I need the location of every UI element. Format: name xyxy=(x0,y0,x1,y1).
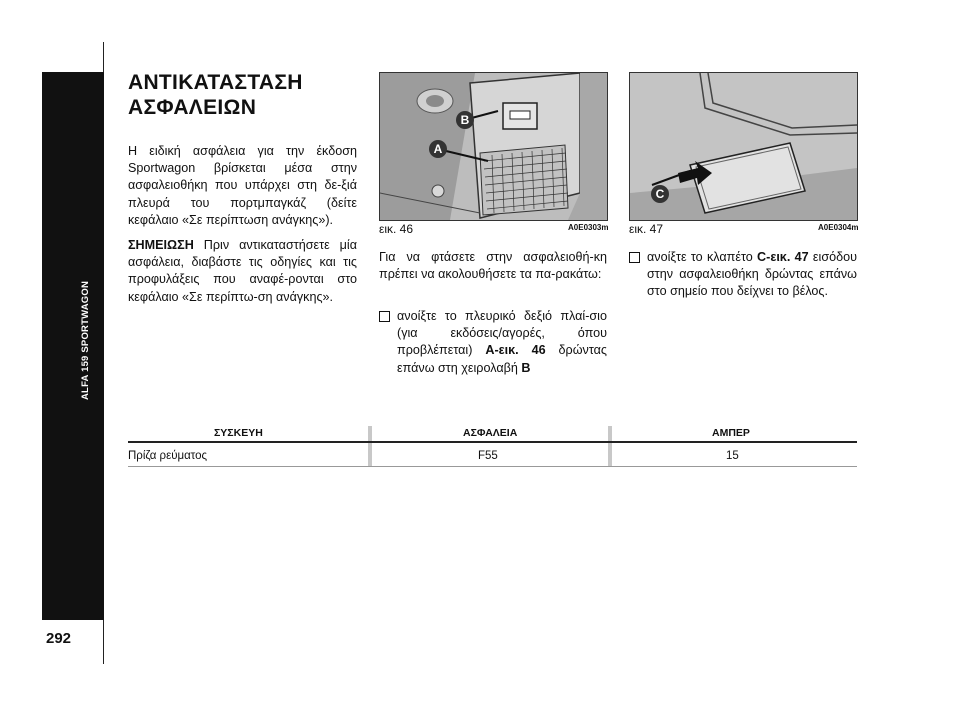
figure-46-caption: εικ. 46 xyxy=(379,222,414,236)
table-cell-fuse: F55 xyxy=(478,450,498,462)
table-cell-device: Πρίζα ρεύματος xyxy=(128,450,208,462)
checkbox-bullet-icon xyxy=(379,311,390,322)
intro-paragraph: Η ειδική ασφάλεια για την έκδοση Sportwagon βρίσκεται μέσα στην ασφαλειοθήκη που υπάρχει στη δε-ξιά πλευρά του πορτμπαγκάζ (δείτε κεφάλαιο «Σε περίπτωση ανάγκης»). xyxy=(128,144,357,227)
table-header-rule xyxy=(128,441,857,443)
figure-47-code: A0E0304m xyxy=(818,223,859,232)
figure-46-code: A0E0303m xyxy=(568,223,609,232)
figure-47-caption: εικ. 47 xyxy=(629,222,664,236)
checkbox-bullet-icon xyxy=(629,252,640,263)
section-title xyxy=(128,70,303,120)
margin-rule-bottom xyxy=(103,620,104,664)
figure-label-c: C xyxy=(655,187,665,201)
note-text: Πριν αντικαταστήσετε μία ασφάλεια, διαβάστε τις οδηγίες και τις προφυλάξεις που αναφέ-ρονται στο κεφάλαιο «Σε περίπτω-ση ανάγκης». xyxy=(128,238,357,304)
table-header-amps: ΑΜΠΕΡ xyxy=(712,427,750,439)
access-instructions: Για να φτάσετε στην ασφαλειοθή-κη πρέπει να ακολουθήσετε τα πα-ρακάτω: xyxy=(379,250,607,282)
title-line-2: ΑΣΦΑΛΕΙΩΝ xyxy=(128,96,257,119)
margin-rule-top xyxy=(103,42,104,72)
step-text: ανοίξτε το κλαπέτο C-εικ. 47 εισόδου στην ασφαλειοθήκη δρώντας επάνω στο σημείο που δείχνει το βέλος. xyxy=(647,250,857,299)
note-paragraph xyxy=(128,237,357,306)
figure-47 xyxy=(629,72,858,221)
table-column-divider xyxy=(608,426,612,466)
step-open-side-panel xyxy=(379,308,607,377)
sidebar xyxy=(42,72,104,620)
sidebar-label: ALFA 159 SPORTWAGON xyxy=(80,280,91,400)
step-open-cover xyxy=(629,249,857,301)
table-header-device: ΣΥΣΚΕΥΗ xyxy=(214,427,263,439)
table-header-fuse: ΑΣΦΑΛΕΙΑ xyxy=(463,427,518,439)
page-number: 292 xyxy=(46,630,72,647)
step-text: ανοίξτε το πλευρικό δεξιό πλαί-σιο (για εκδόσεις/αγορές, όπου προβλέπεται) Α-εικ. 46 δρώντας επάνω στη χειρολαβή Β xyxy=(397,309,607,375)
title-line-1: ΑΝΤΙΚΑΤΑΣΤΑΣΗ xyxy=(128,71,303,94)
table-column-divider xyxy=(368,426,372,466)
figure-label-b: B xyxy=(460,113,470,127)
figure-46 xyxy=(379,72,608,221)
note-label: ΣΗΜΕΙΩΣΗ xyxy=(128,238,194,252)
fuse-box-cover-illustration xyxy=(630,73,857,220)
table-cell-amps: 15 xyxy=(726,450,739,462)
trunk-side-panel-illustration xyxy=(380,73,607,220)
table-bottom-rule xyxy=(128,466,857,467)
figure-label-a: A xyxy=(433,142,443,156)
